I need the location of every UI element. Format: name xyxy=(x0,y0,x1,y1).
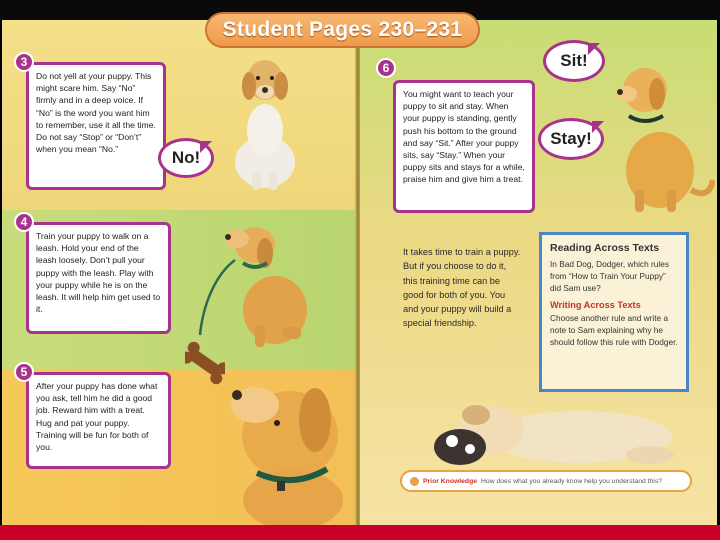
prior-knowledge-label: Prior Knowledge xyxy=(423,477,478,485)
reading-across-texts-box xyxy=(539,232,689,392)
prior-knowledge-strip xyxy=(400,470,692,492)
writing-across-prompt: Choose another rule and write a note to Sam explaining why he should follow this rule with Dodger. xyxy=(550,313,678,348)
step-3-textbox: Do not yell at your puppy. This might scare him. Say “No” firmly and in a deep voice. If “No” is the word you want him to remember, use it all the time. Do not say “Stop” or “Don’t” when you mean “No.” xyxy=(26,62,166,190)
step-badge-3: 3 xyxy=(14,52,34,72)
reading-across-heading: Reading Across Texts xyxy=(550,242,660,254)
step-5-textbox: After your puppy has done what you ask, tell him he did a good job. Reward him with a treat. Hug and pat your puppy. Training will be fun for both of you. xyxy=(26,372,171,469)
prior-knowledge-question: How does what you already know help you understand this? xyxy=(481,477,662,485)
step-badge-5: 5 xyxy=(14,362,34,382)
sleeping-puppy-with-toy-photo xyxy=(430,385,680,475)
closing-paragraph: It takes time to train a puppy. But if you choose to do it, this training time can be good for both of you. You and your puppy will build a special friendship. xyxy=(403,247,521,329)
step-badge-4: 4 xyxy=(14,212,34,232)
puppy-on-leash-photo xyxy=(195,205,345,350)
stay-speech-bubble: Stay! xyxy=(538,118,604,160)
page-title: Student Pages 230–231 xyxy=(205,12,480,48)
reading-across-question: In Bad Dog, Dodger, which rules from “How to Train Your Puppy” did Sam use? xyxy=(550,259,669,294)
puppy-sit-stay-photo xyxy=(605,50,715,215)
step-badge-6: 6 xyxy=(376,58,396,78)
writing-across-heading: Writing Across Texts xyxy=(550,300,641,311)
sit-speech-bubble: Sit! xyxy=(543,40,605,82)
step-4-textbox: Train your puppy to walk on a leash. Hold your end of the leash loosely. Don’t pull your puppy with the leash. Play with your puppy while he is on the leash. It will help him get used to it. xyxy=(26,222,171,334)
prior-knowledge-icon xyxy=(410,477,419,486)
puppy-sitting-photo xyxy=(225,52,305,192)
puppy-reward-photo xyxy=(215,365,357,525)
step-6-textbox: You might want to teach your puppy to sit and stay. When your puppy is standing, gently push his bottom to the ground and say “Sit.” After your puppy sits, say “Stay.” When your puppy sits and stays for a while, praise him and give him a treat. xyxy=(393,80,535,213)
no-speech-bubble: No! xyxy=(158,138,214,178)
bottom-bar xyxy=(0,525,720,540)
